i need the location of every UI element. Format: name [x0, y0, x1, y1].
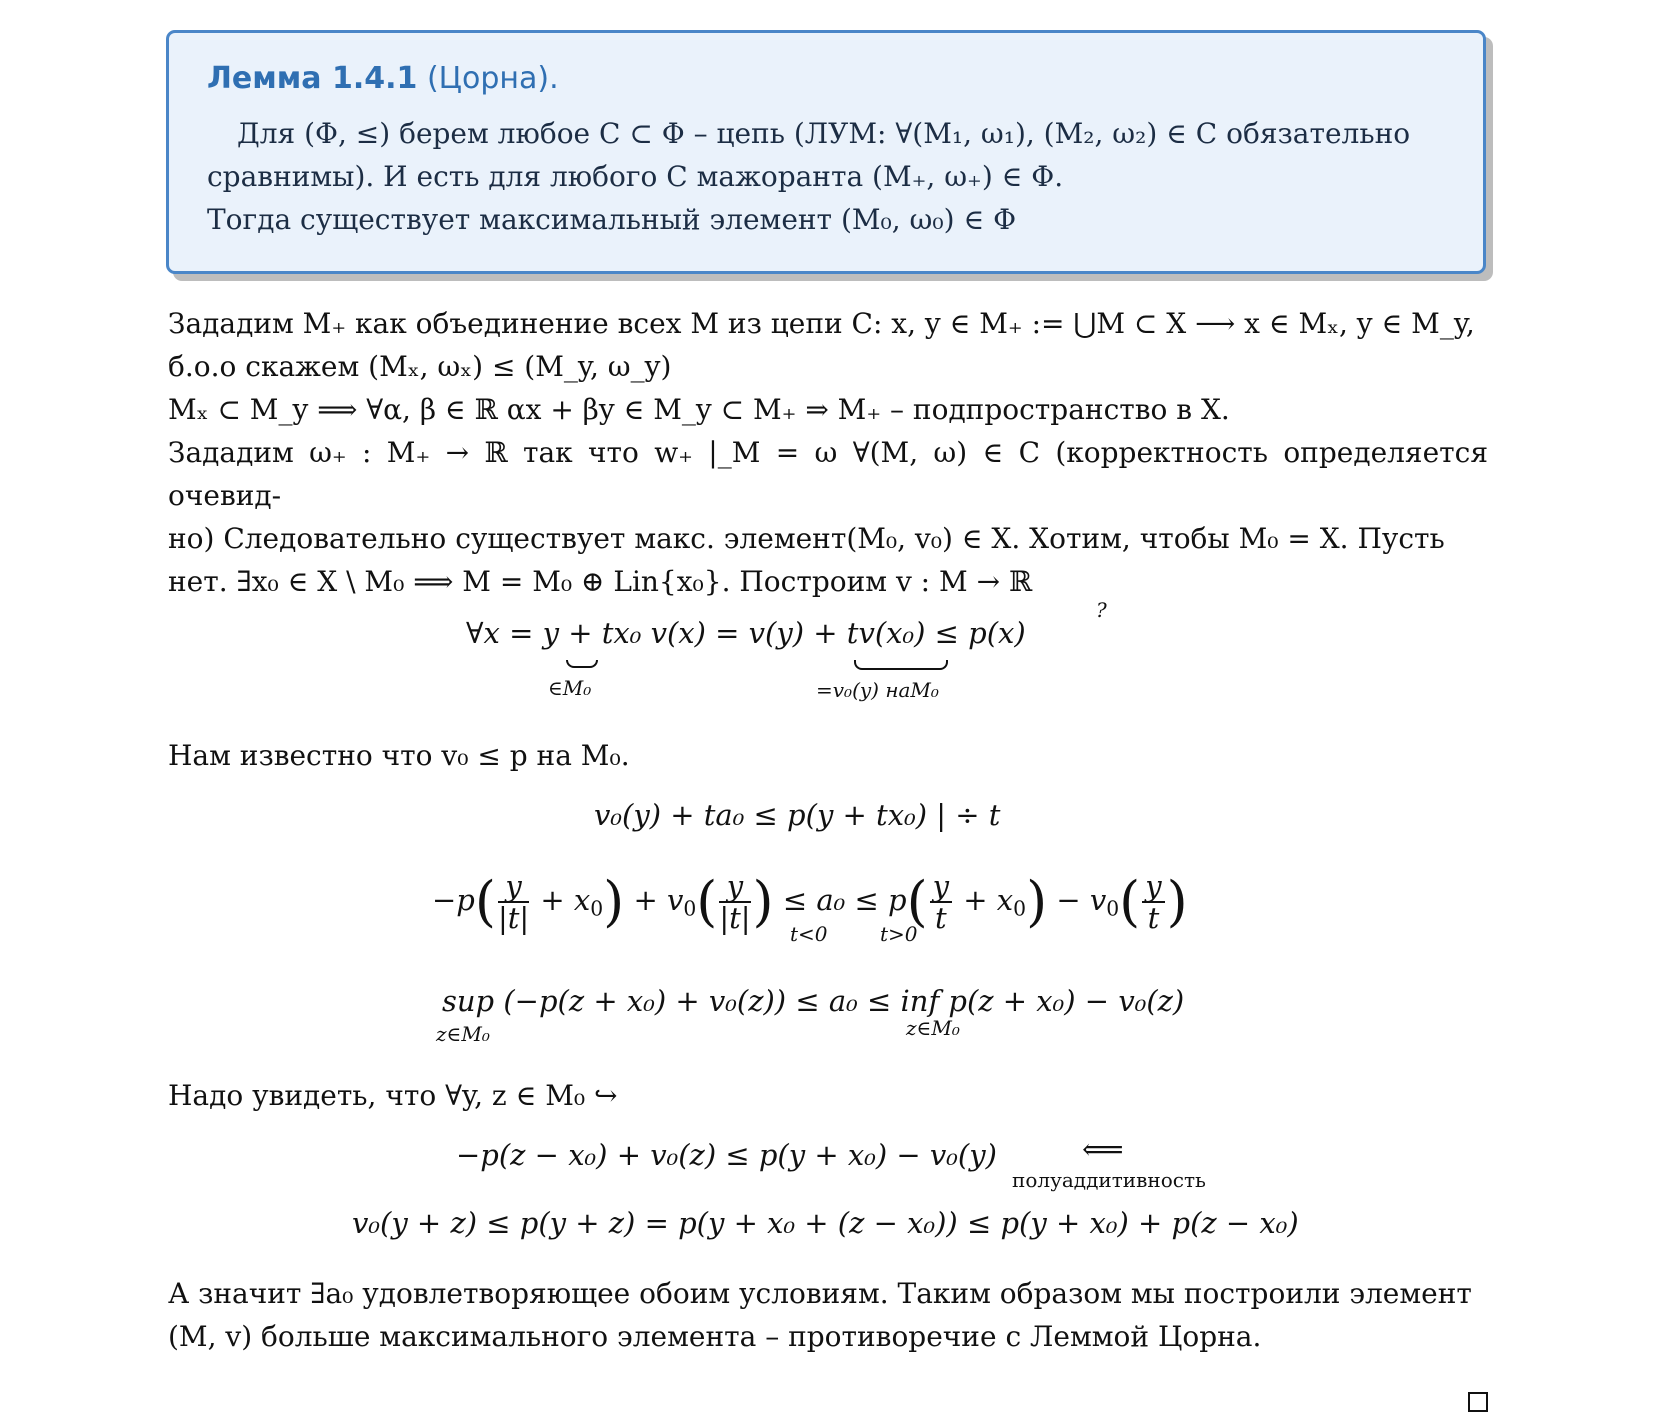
lemma-title	[207, 61, 1445, 96]
proof-paragraph-1	[168, 302, 1488, 603]
equation-4-sub-1: z∈M₀	[436, 1022, 490, 1046]
equation-5-label: полуаддитивность	[1012, 1168, 1206, 1192]
proof-line-1: Зададим M₊ как объединение всех M из цепи C: x, y ∈ M₊ := ⋃M ⊂ X ⟶ x ∈ Mₓ, y ∈ M_y,	[168, 307, 1475, 340]
conclusion	[168, 1272, 1488, 1358]
equation-6: v₀(y + z) ≤ p(y + z) = p(y + x₀ + (z − x₀)) ≤ p(y + x₀) + p(z − x₀)	[352, 1206, 1299, 1240]
equation-3-mid: ≤ a₀ ≤	[782, 883, 879, 917]
proof-line-4: Зададим ω₊ : M₊ → ℝ так что w₊ |_M = ω ∀(M, ω) ∈ C (корректность определяется очевид-	[168, 436, 1488, 512]
equation-2: v₀(y) + ta₀ ≤ p(y + tx₀) | ÷ t	[594, 798, 1001, 832]
equation-4-sub-2: z∈M₀	[906, 1016, 960, 1040]
underbrace-1	[566, 660, 598, 668]
conclusion-line-2: (M, v) больше максимального элемента – противоречие с Леммой Цорна.	[168, 1320, 1262, 1353]
lemma-statement	[207, 112, 1445, 241]
known-line: Нам известно что v₀ ≤ p на M₀.	[168, 739, 630, 772]
proof-line-3: Mₓ ⊂ M_y ⟹ ∀α, β ∈ ℝ αx + βy ∈ M_y ⊂ M₊ ⇒ M₊ – подпространство в X.	[168, 393, 1230, 426]
equation-4: sup (−p(z + x₀) + v₀(z)) ≤ a₀ ≤ inf p(z + x₀) − v₀(z)	[442, 984, 1185, 1018]
underbrace-2	[854, 660, 948, 670]
lemma-box	[166, 30, 1486, 274]
equation-5-arrow: ⟸	[1082, 1132, 1124, 1166]
equation-3-left: −p	[432, 883, 475, 917]
lemma-name: (Цорна).	[426, 61, 559, 96]
equation-3: −p( $\frac{y}{|t|}$ + $x_0) + v_0$( $\frac{y}{|t|}$ ) ≤ a₀ ≤ p( $\frac{y}{t}$ + $x_0) - v_0$( $\frac{y}{t}$ )	[432, 869, 1188, 935]
lemma-line-1: Для (Φ, ≤) берем любое C ⊂ Φ – цепь (ЛУМ: ∀(M₁, ω₁), (M₂, ω₂) ∈ C обязательно	[237, 117, 1411, 150]
proof-line-5: но) Следовательно существует макс. элемент(M₀, v₀) ∈ X. Хотим, чтобы M₀ = X. Пусть	[168, 522, 1445, 555]
lemma-number: Лемма 1.4.1	[207, 61, 418, 96]
proof-line-2: б.о.о скажем (Mₓ, ωₓ) ≤ (M_y, ω_y)	[168, 350, 672, 383]
conclusion-line-1: А значит ∃a₀ удовлетворяющее обоим условиям. Таким образом мы построили элемент	[168, 1277, 1472, 1310]
proof-line-6: нет. ∃x₀ ∈ X \ M₀ ⟹ M = M₀ ⊕ Lin{x₀}. Построим v : M → ℝ	[168, 565, 1033, 598]
equation-1-question: ?	[1096, 598, 1107, 622]
need-line: Надо увидеть, что ∀y, z ∈ M₀ ↪	[168, 1079, 618, 1112]
equation-5: −p(z − x₀) + v₀(z) ≤ p(y + x₀) − v₀(y)	[456, 1138, 997, 1172]
equation-3-under-right: t>0	[880, 922, 918, 946]
equation-1: ∀x = y + tx₀ v(x) = v(y) + tv(x₀) ≤ p(x)	[466, 616, 1026, 650]
lemma-line-2: сравнимы). И есть для любого C мажоранта (M₊, ω₊) ∈ Φ.	[207, 160, 1064, 193]
qed-square	[1468, 1392, 1488, 1412]
equation-1-under-2: =v₀(y) наM₀	[816, 678, 939, 702]
lemma-line-3: Тогда существует максимальный элемент (M₀, ω₀) ∈ Φ	[207, 203, 1017, 236]
equation-3-under-left: t<0	[790, 922, 828, 946]
equation-1-under-1: ∈M₀	[548, 676, 592, 700]
